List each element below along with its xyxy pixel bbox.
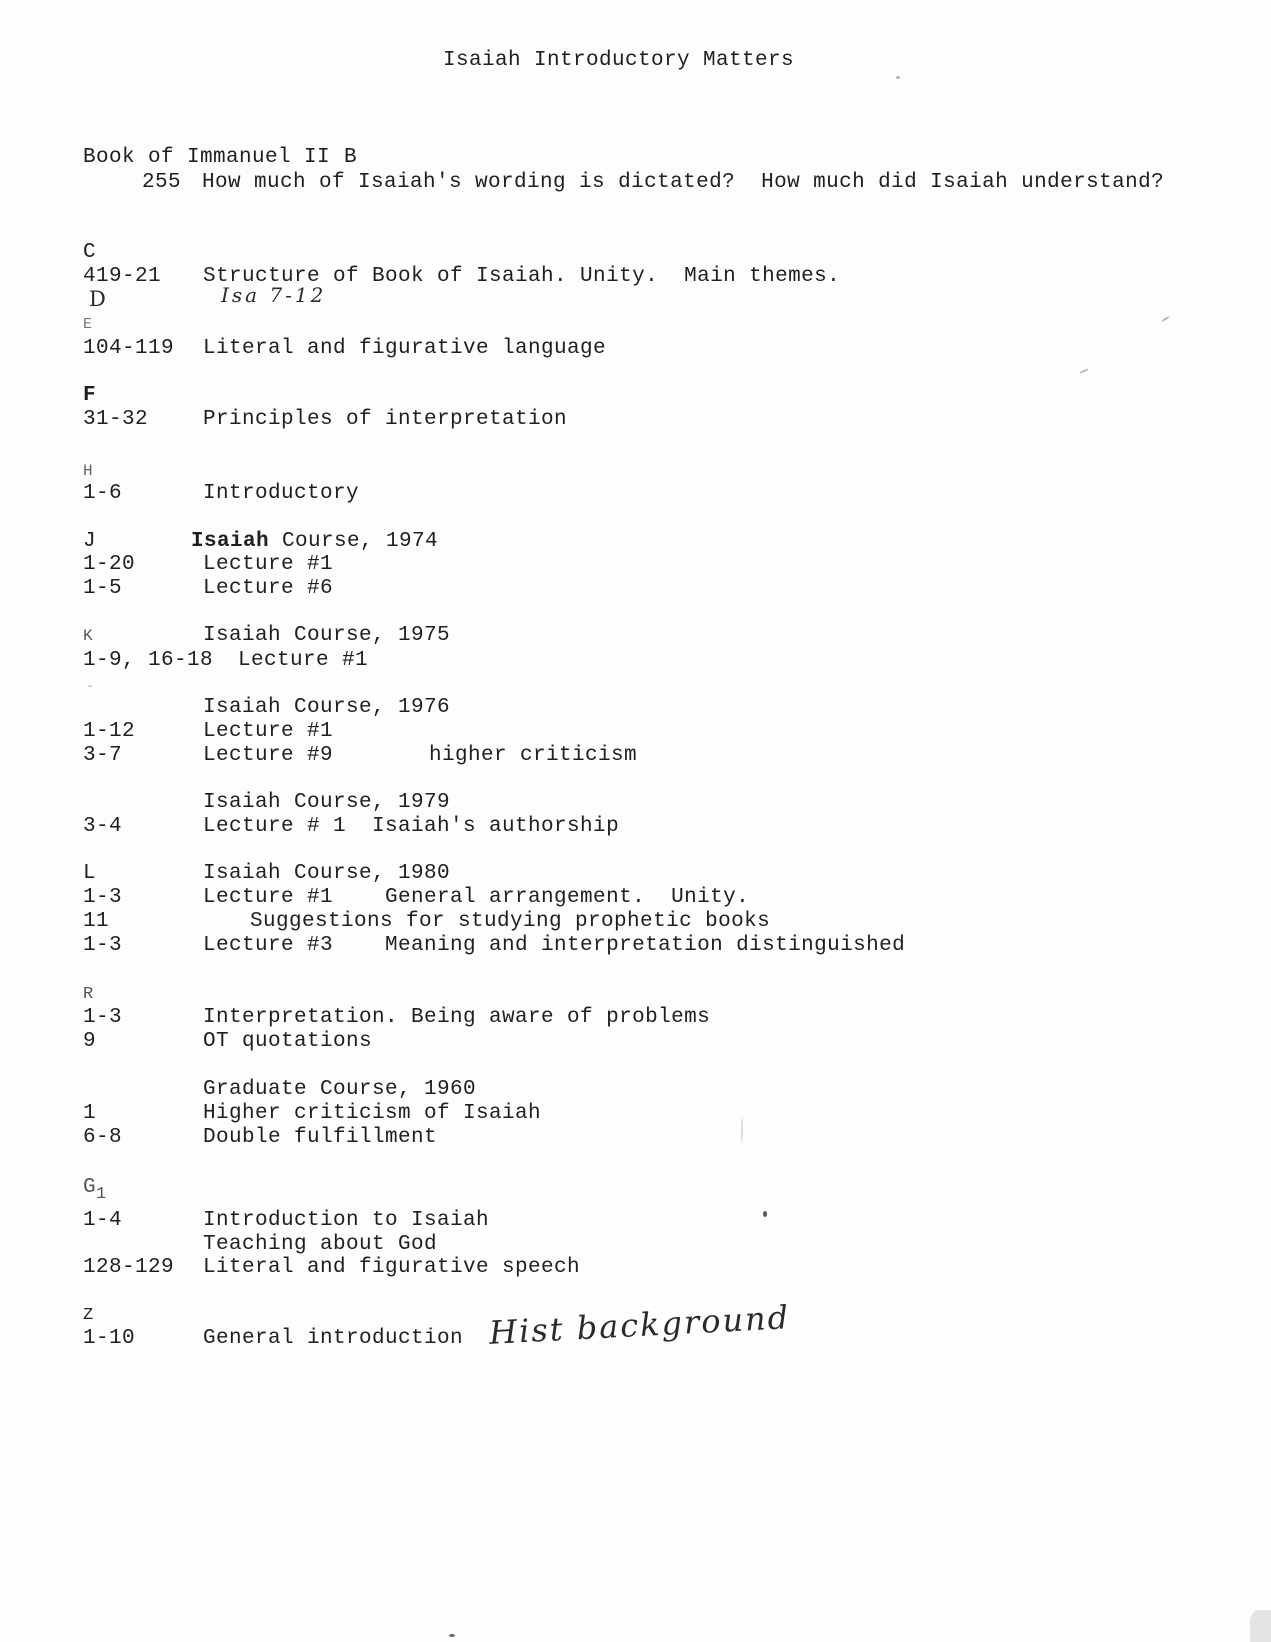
page-ref: 1 bbox=[83, 1102, 97, 1125]
page-ref: 255 bbox=[142, 171, 182, 194]
course-name-bold: Isaiah bbox=[191, 530, 270, 553]
entry-text: Lecture #9 bbox=[203, 744, 334, 767]
entry-text: Literal and figurative speech bbox=[203, 1256, 581, 1279]
section-letter: B bbox=[344, 146, 358, 169]
entry-text: Lecture #1 bbox=[238, 649, 369, 672]
entry-note: higher criticism bbox=[429, 744, 638, 767]
entry-text: Teaching about God bbox=[203, 1233, 438, 1256]
entry-text: Structure of Book of Isaiah. Unity. Main themes. bbox=[203, 265, 841, 288]
entry-text: Lecture #1 bbox=[203, 553, 334, 576]
entry-text: Introductory bbox=[203, 482, 360, 505]
page-ref: 3-7 bbox=[83, 744, 123, 767]
entry-text: Principles of interpretation bbox=[203, 408, 568, 431]
scan-speck bbox=[896, 76, 900, 79]
handwritten-note: Hist background bbox=[488, 1298, 792, 1352]
section-header: Book of Immanuel II bbox=[83, 146, 331, 169]
scan-corner-shadow bbox=[1250, 1610, 1271, 1642]
section-letter bbox=[83, 1176, 107, 1204]
section-letter: K bbox=[83, 627, 94, 645]
page-ref: 104-119 bbox=[83, 337, 175, 360]
entry-text: Literal and figurative language bbox=[203, 337, 607, 360]
page-ref: 1-9, 16-18 bbox=[83, 649, 214, 672]
section-letter: C bbox=[83, 241, 97, 264]
page-ref: 31-32 bbox=[83, 408, 149, 431]
section-letter: D bbox=[89, 287, 107, 311]
page-ref: 128-129 bbox=[83, 1256, 175, 1279]
entry-text: Lecture # 1 Isaiah's authorship bbox=[203, 815, 620, 838]
page-ref: 9 bbox=[83, 1030, 97, 1053]
section-letter: E bbox=[83, 316, 93, 333]
entry-text: OT quotations bbox=[203, 1030, 373, 1053]
page-ref: 11 bbox=[83, 910, 110, 933]
entry-text: Double fulfillment bbox=[203, 1126, 438, 1149]
course-heading: Isaiah Course, 1979 bbox=[203, 791, 451, 814]
page-ref: 1-20 bbox=[83, 553, 136, 576]
section-letter: Z bbox=[83, 1306, 94, 1325]
section-letter: R bbox=[83, 985, 94, 1004]
course-heading: Isaiah Course, 1975 bbox=[203, 624, 451, 647]
course-name-rest: Course, 1974 bbox=[269, 530, 439, 553]
entry-text: Lecture #3 Meaning and interpretation distinguished bbox=[203, 934, 906, 957]
entry-text: Suggestions for studying prophetic books bbox=[250, 910, 771, 933]
scan-speck bbox=[741, 1117, 743, 1143]
section-letter-main: G bbox=[83, 1176, 97, 1199]
page-ref: 1-12 bbox=[83, 720, 136, 743]
page-ref: 3-4 bbox=[83, 815, 123, 838]
page-ref: 1-4 bbox=[83, 1209, 123, 1232]
entry-text: How much of Isaiah's wording is dictated? How much did Isaiah understand? bbox=[202, 171, 1165, 194]
section-letter-subscript: 1 bbox=[96, 1185, 107, 1204]
page-ref: 419-21 bbox=[83, 265, 162, 288]
scan-speck bbox=[763, 1211, 767, 1217]
section-letter: L bbox=[83, 862, 97, 885]
entry-text: Lecture #1 bbox=[203, 720, 334, 743]
entry-text: General introduction bbox=[203, 1327, 464, 1350]
page-title: Isaiah Introductory Matters bbox=[443, 49, 795, 72]
section-letter: F bbox=[83, 384, 97, 407]
page-ref: 1-6 bbox=[83, 482, 123, 505]
page-ref: 1-3 bbox=[83, 886, 123, 909]
section-letter: H bbox=[83, 462, 94, 480]
course-heading: Graduate Course, 1960 bbox=[203, 1078, 477, 1101]
section-letter: J bbox=[83, 530, 97, 553]
entry-text: Lecture #6 bbox=[203, 577, 334, 600]
scan-speck bbox=[1161, 316, 1170, 322]
page-ref: 1-5 bbox=[83, 577, 123, 600]
entry-text: Interpretation. Being aware of problems bbox=[203, 1006, 711, 1029]
entry-text: Lecture #1 General arrangement. Unity. bbox=[203, 886, 750, 909]
entry-text: Introduction to Isaiah bbox=[203, 1209, 490, 1232]
page-ref: 6-8 bbox=[83, 1126, 123, 1149]
page-ref: 1-10 bbox=[83, 1327, 136, 1350]
entry-text: Higher criticism of Isaiah bbox=[203, 1102, 542, 1125]
scan-speck bbox=[449, 1634, 455, 1637]
scan-speck bbox=[1079, 368, 1089, 374]
handwritten-note: Isa 7-12 bbox=[221, 283, 327, 307]
course-heading: Isaiah Course, 1980 bbox=[203, 862, 451, 885]
page-ref: 1-3 bbox=[83, 934, 123, 957]
course-heading bbox=[191, 530, 438, 554]
course-heading: Isaiah Course, 1976 bbox=[203, 696, 451, 719]
scan-speck bbox=[88, 685, 92, 687]
page-ref: 1-3 bbox=[83, 1006, 123, 1029]
